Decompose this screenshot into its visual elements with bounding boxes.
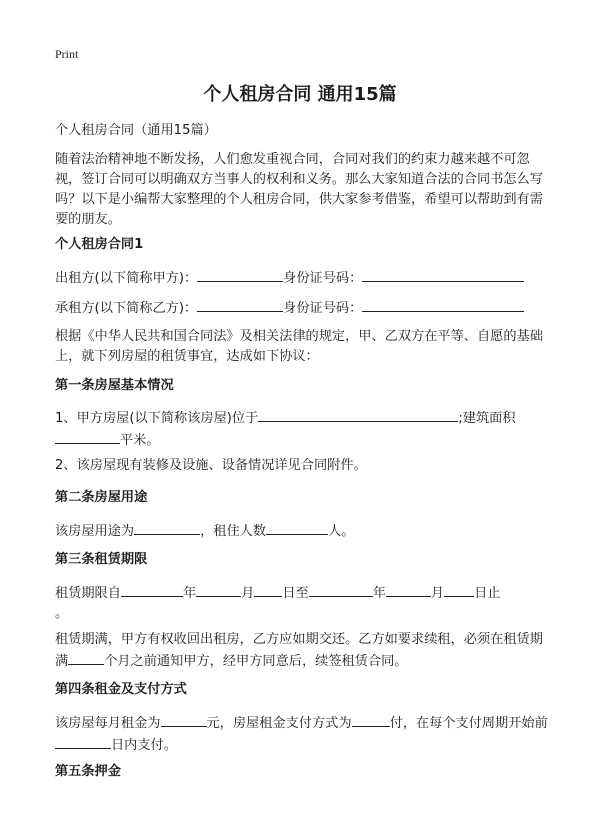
- rent-blank: [161, 712, 207, 727]
- year-label: 年: [372, 586, 386, 601]
- start-month-blank: [196, 582, 241, 597]
- start-year-blank: [121, 582, 183, 597]
- section-2-title: 第二条房屋用途: [55, 490, 148, 505]
- section-3-title: 第三条租赁期限: [55, 552, 148, 567]
- payment-days-label: 日内支付。: [111, 738, 177, 753]
- section-1-item-1: [55, 407, 550, 451]
- section-2-text-c: 人。: [328, 524, 355, 539]
- notice-months-blank: [68, 650, 104, 665]
- location-blank: [258, 407, 458, 422]
- lessee-label: 承租方(以下简称乙方)：: [55, 301, 198, 316]
- section-2-line: [55, 520, 550, 542]
- lessor-label: 出租方(以下简称甲方)：: [55, 271, 198, 286]
- section-1-item-1-text-b: ;建筑面积: [458, 411, 516, 426]
- section-5-title: 第五条押金: [55, 764, 121, 779]
- section-2-text-b: ，租住人数: [200, 524, 267, 539]
- section-3-renewal: [55, 630, 550, 672]
- lessor-name-blank: [197, 267, 283, 282]
- payment-method-label: 元，房屋租金支付方式为: [206, 716, 352, 731]
- lessee-name-blank: [197, 297, 283, 312]
- intro-paragraph: 随着法治精神地不断发扬，人们愈发重视合同，合同对我们的约束力越来越不可忽视，签订合同可以明确双方当事人的权利和义务。那么大家知道合法的合同书怎么写吗？以下是小编帮大家整理的个人租房合同，供大家参考借鉴，希望可以帮助到有需要的朋友。: [55, 152, 543, 227]
- lessee-line: [55, 297, 550, 319]
- lessor-id-label: 身份证号码：: [283, 271, 363, 286]
- renewal-text-b: 个月之前通知甲方，经甲方同意后，续签租赁合同。: [104, 654, 408, 669]
- end-year-blank: [309, 582, 373, 597]
- lessor-id-blank: [362, 267, 524, 282]
- page-title: 个人租房合同 通用15篇: [203, 84, 397, 105]
- print-link[interactable]: Print: [55, 47, 79, 61]
- section-4-title: 第四条租金及支付方式: [55, 682, 187, 697]
- subtitle: 个人租房合同（通用15篇）: [55, 123, 217, 138]
- section-4-line: [55, 712, 550, 756]
- contract-heading: 个人租房合同1: [55, 237, 144, 252]
- section-2-text-a: 该房屋用途为: [55, 524, 135, 539]
- occupants-blank: [266, 520, 328, 535]
- end-month-blank: [386, 582, 431, 597]
- start-day-blank: [254, 582, 282, 597]
- day-to-label: 日至: [282, 586, 309, 601]
- day-end-label: 日止: [474, 586, 501, 601]
- payment-days-blank: [55, 734, 111, 749]
- lessee-id-blank: [362, 297, 524, 312]
- month-label: 月: [430, 586, 445, 601]
- end-day-blank: [444, 582, 474, 597]
- section-1-title: 第一条房屋基本情况: [55, 378, 174, 393]
- usage-blank: [134, 520, 200, 535]
- payment-method-blank: [352, 712, 390, 727]
- section-1-item-2: 2、该房屋现有装修及设施、设备情况详见合同附件。: [55, 458, 367, 473]
- section-1-item-1-text-a: 1、甲方房屋(以下简称该房屋)位于: [55, 411, 259, 426]
- renewal-text-a: 租赁期满，甲方有权收回出租房，乙方应如期交还。乙方如要求续租，必须在租赁期满: [55, 632, 543, 669]
- payment-cycle-label: 付，在每个支付周期开始前: [389, 716, 548, 731]
- rent-label: 该房屋每月租金为: [55, 716, 161, 731]
- year-label: 年: [182, 586, 197, 601]
- month-label: 月: [241, 586, 255, 601]
- area-blank: [55, 429, 120, 444]
- section-1-item-1-text-c: 平米。: [120, 433, 160, 448]
- preamble-paragraph: 根据《中华人民共和国合同法》及相关法律的规定，甲、乙双方在平等、自愿的基础上，就下列房屋的租赁事宜，达成如下协议：: [55, 329, 543, 364]
- term-start-label: 租赁期限自: [55, 586, 121, 601]
- period-mark: 。: [55, 606, 69, 621]
- lessor-line: [55, 267, 550, 289]
- section-3-term-line: [55, 582, 550, 624]
- lessee-id-label: 身份证号码：: [283, 301, 363, 316]
